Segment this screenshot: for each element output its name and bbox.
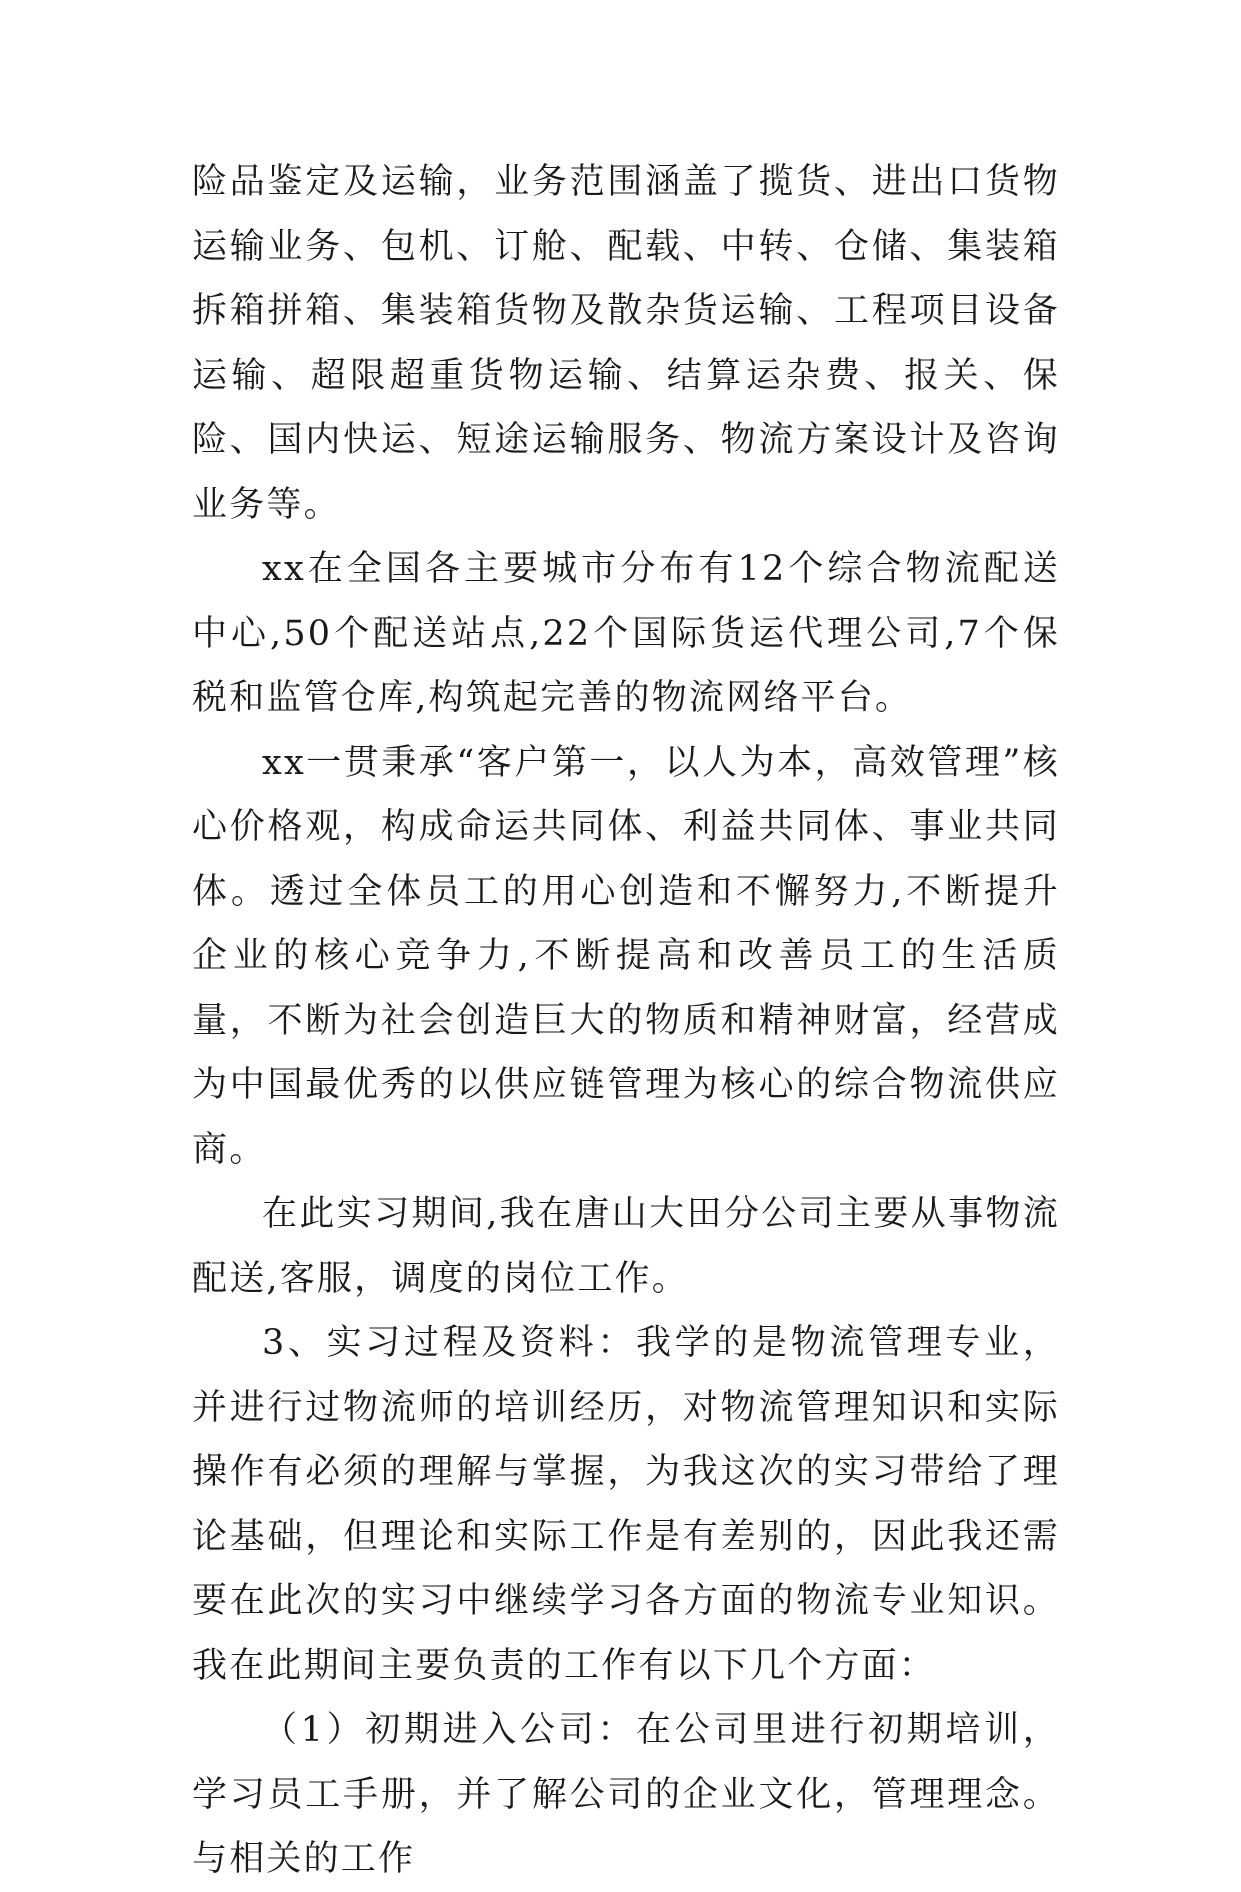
document-body bbox=[192, 150, 1060, 1892]
paragraph-core-values: xx一贯秉承“客户第一，以人为本，高效管理”核心价格观，构成命运共同体、利益共同体、事业共同体。透过全体员工的用心创造和不懈努力,不断提升企业的核心竞争力,不断提高和改善员工的生活质量，不断为社会创造巨大的物质和精神财富，经营成为中国最优秀的以供应链管理为核心的综合物流供应商。 bbox=[192, 742, 1060, 1170]
paragraph-logistics-network: xx在全国各主要城市分布有12个综合物流配送中心,50个配送站点,22个国际货运代理公司,7个保税和监管仓库,构筑起完善的物流网络平台。 bbox=[192, 549, 1060, 718]
paragraph-internship-position: 在此实习期间,我在唐山大田分公司主要从事物流配送,客服，调度的岗位工作。 bbox=[192, 1194, 1060, 1299]
paragraph-initial-training: （1）初期进入公司：在公司里进行初期培训，学习员工手册，并了解公司的企业文化，管理理念。与相关的工作 bbox=[192, 1710, 1060, 1879]
paragraph-internship-process: 3、实习过程及资料：我学的是物流管理专业，并进行过物流师的培训经历，对物流管理知识和实际操作有必须的理解与掌握，为我这次的实习带给了理论基础，但理论和实际工作是有差别的，因此我还需要在此次的实习中继续学习各方面的物流专业知识。我在此期间主要负责的工作有以下几个方面： bbox=[192, 1323, 1060, 1686]
paragraph-business-scope: 险品鉴定及运输，业务范围涵盖了揽货、进出口货物运输业务、包机、订舱、配载、中转、仓储、集装箱拆箱拼箱、集装箱货物及散杂货运输、工程项目设备运输、超限超重货物运输、结算运杂费、报关、保险、国内快运、短途运输服务、物流方案设计及咨询业务等。 bbox=[192, 162, 1060, 525]
